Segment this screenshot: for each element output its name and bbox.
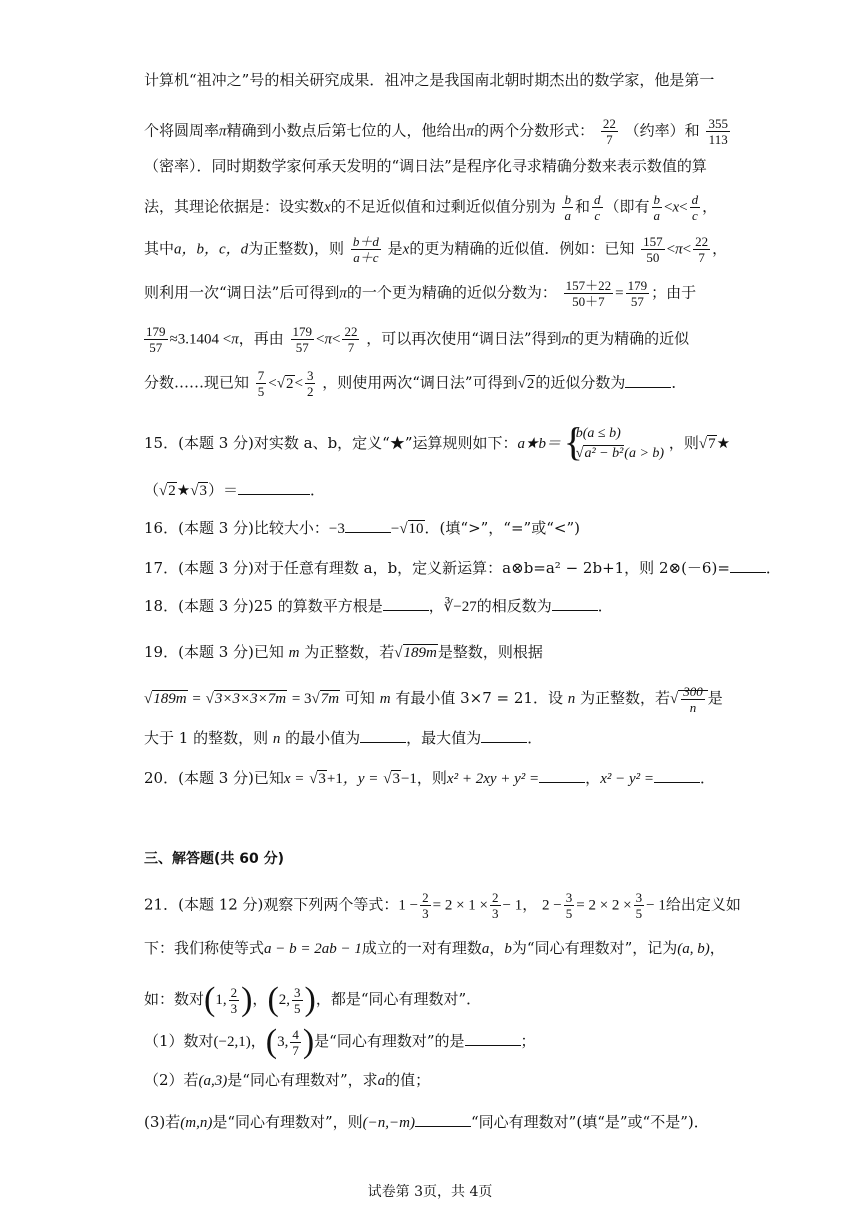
p15-line-1: 15．(本题 3 分)对实数 a、b，定义“★”运算规则如下：a★b＝ { b(a ≤ b) √a² − b²(a > b) ，则√7★ (144, 424, 724, 464)
answer-blank-15[interactable] (238, 480, 310, 495)
p21-q1: （1）数对(−2,1)，(3, $\frac{4}{7}$ )是“同心有理数对”的是 ； (144, 1023, 536, 1060)
p18-line: 18．(本题 3 分)25 的算数平方根是 ，∛−27的相反数为 ． (144, 597, 613, 615)
fraction-355-113: $\frac{355}{113}$ (708, 116, 728, 147)
piecewise-definition: { b(a ≤ b) √a² − b²(a > b) (566, 424, 664, 464)
p14-line-4: 法，其理论依据是：设实数x的不足近似值和过剩近似值分别为 $\frac{b}{a}$ 和 $\frac{d}{c}$ （即有 $\frac{b}{a}$ <x< $\frac{d}{c}$ ， (144, 192, 718, 223)
answer-blank-19a[interactable] (360, 728, 406, 743)
answer-blank-20a[interactable] (539, 768, 585, 783)
p14-line-2: 个将圆周率π精确到小数点后第七位的人，他给出π的两个分数形式： $\frac{22}{7}$ （约率）和 $\frac{355}{113}$ (144, 116, 728, 147)
answer-blank-17[interactable] (730, 558, 766, 573)
p21-line-3: 如：数对(1, $\frac{2}{3}$ )，(2, $\frac{3}{5}$ )，都是“同心有理数对”． (144, 981, 482, 1018)
p15-line-2: （√2★√3）＝ ． (144, 481, 325, 499)
p20-line: 20．(本题 3 分)已知x = √3+1，y = √3−1，则x² + 2xy + y² = ，x² − y² = ． (144, 769, 716, 787)
p14-line-5: 其中a，b，c，d为正整数)，则 $\frac{b+d}{a+c}$ 是x的更为精确的近似值．例如：已知 $\frac{157}{50}$ <π< $\frac{22}{7}$ ， (144, 234, 728, 265)
answer-blank-21-1[interactable] (465, 1031, 521, 1046)
page-footer: 试卷第 3页，共 4页 (367, 1184, 493, 1200)
p14-line-3: （密率）．同时期数学家何承天发明的“调日法”是程序化寻求精确分数来表示数值的算 (144, 157, 707, 175)
p21-q2: （2）若(a,3)是“同心有理数对”，求a的值； (144, 1071, 431, 1089)
answer-blank-16[interactable] (345, 518, 391, 533)
p21-line-1: 21．(本题 12 分)观察下列两个等式：1 − $\frac{2}{3}$ = 2 × 1 × $\frac{2}{3}$ − 1， 2 − $\frac{3}{5}$ = 2 × 2 × $\frac{3}{5}$ − 1给出定义如 (144, 890, 741, 921)
p19-line-1: 19．(本题 3 分)已知 m 为正整数，若√189m是整数，则根据 (144, 643, 543, 661)
p19-line-3: 大于 1 的整数，则 n 的最小值为 ，最大值为 ． (144, 729, 543, 747)
p21-q3: (3)若(m,n)是“同心有理数对”，则(−n,−m) “同心有理数对”(填“是”或“不是”)． (144, 1113, 709, 1131)
fraction-22-7: $\frac{22}{7}$ (602, 116, 616, 147)
answer-blank-18a[interactable] (383, 596, 429, 611)
p14-line-6: 则利用一次“调日法”后可得到π的一个更为精确的近似分数为： $\frac{157+22}{50+7}$ = $\frac{179}{57}$ ；由于 (144, 278, 697, 309)
answer-blank-20b[interactable] (654, 768, 700, 783)
answer-blank-14[interactable] (625, 373, 671, 388)
p14-line-7: $\frac{179}{57}$ ≈3.1404 <π，再由 $\frac{179}{57}$ <π< $\frac{22}{7}$ ，可以再次使用“调日法”得到π的更为精确的近似 (146, 324, 690, 355)
answer-blank-18b[interactable] (552, 596, 598, 611)
p19-line-2: √189m = √3×3×3×7m = 3√7m 可知 m 有最小值 3×7 = 21．设 n 为正整数，若√ $\frac{300}{n}$ 是 (144, 684, 723, 715)
p16-line: 16．(本题 3 分)比较大小：−3 −√10．(填“>”，“=”或“<”) (144, 519, 580, 537)
p17-line: 17．(本题 3 分)对于任意有理数 a，b，定义新运算：a⊗b=a² − 2b+1，则 2⊗(－6)= ． (144, 559, 781, 577)
section-heading: 三、解答题(共 60 分) (144, 851, 285, 867)
p14-line-1: 计算机“祖冲之”号的相关研究成果．祖冲之是我国南北朝时期杰出的数学家，他是第一 (144, 71, 715, 89)
p21-line-2: 下：我们称使等式a − b = 2ab − 1成立的一对有理数a，b为“同心有理数对”，记为(a, b)， (144, 939, 725, 957)
p14-line-8: 分数……现已知 $\frac{7}{5}$ <√2< $\frac{3}{2}$ ，则使用两次“调日法”可得到√2的近似分数为 ． (144, 368, 687, 399)
answer-blank-19b[interactable] (481, 728, 527, 743)
answer-blank-21-3[interactable] (415, 1112, 471, 1127)
